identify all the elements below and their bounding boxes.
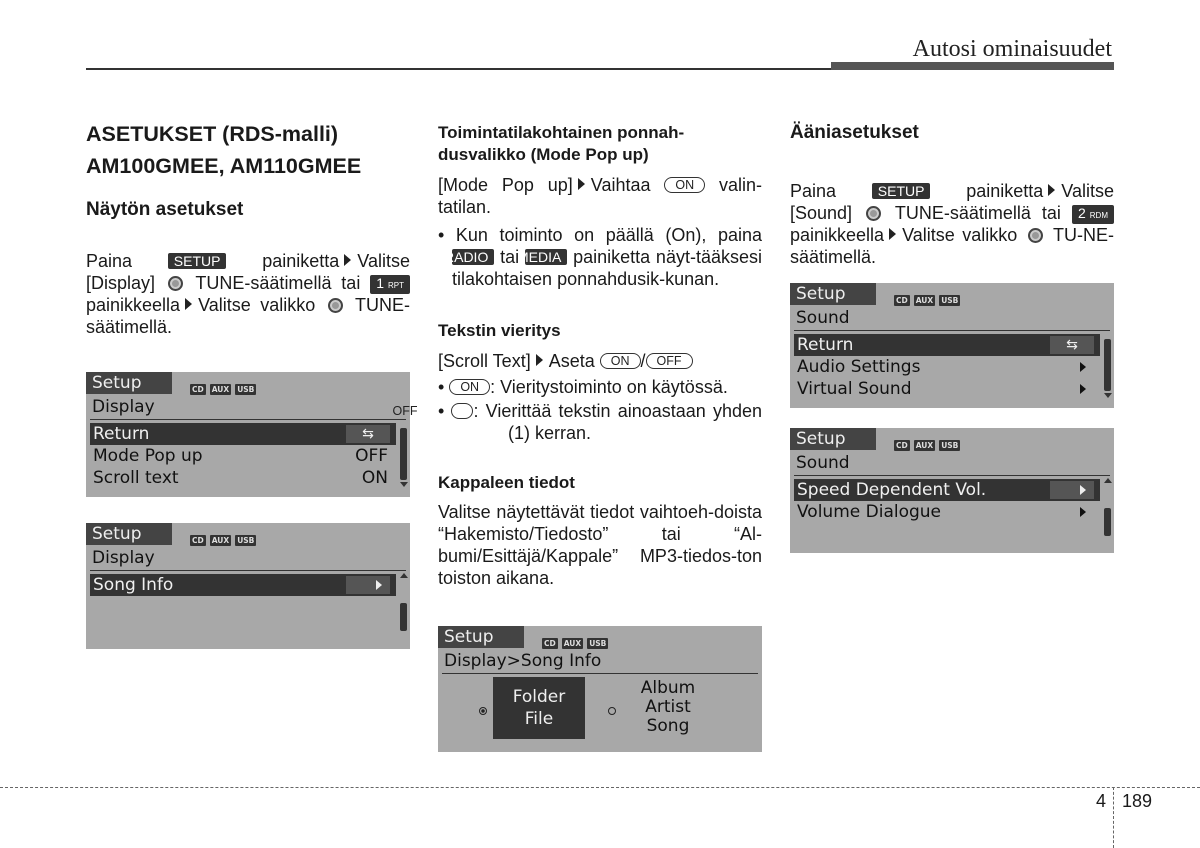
radio-unselected-icon	[608, 707, 616, 715]
lcd-row-volume-dialogue: Volume Dialogue	[794, 501, 1100, 523]
option-folder-file: Folder File	[493, 677, 585, 739]
scroll-text-heading: Tekstin vieritys	[438, 321, 561, 340]
lcd-subtitle: Display>Song Info	[444, 651, 602, 671]
chapter-number: 4	[1096, 791, 1107, 811]
lcd-row-song-info: Song Info	[90, 574, 396, 596]
lcd-row-return: Return ⇆	[90, 423, 396, 445]
lcd-subtitle: Display	[92, 397, 155, 417]
option-album-artist-song: Album Artist Song	[640, 678, 696, 736]
return-icon: ⇆	[1050, 336, 1094, 354]
tune-knob-icon	[1028, 228, 1043, 243]
lcd-title: Setup	[86, 523, 172, 545]
lcd-row-mode-popup: Mode Pop up OFF	[93, 446, 388, 466]
scroll-down-icon	[1104, 393, 1112, 398]
radio-button-label: RADIO	[452, 249, 494, 265]
right-arrow-icon	[376, 580, 382, 590]
on-label: ON	[600, 353, 641, 369]
section-title: ASETUKSET (RDS-malli)	[86, 122, 339, 146]
scroll-text-instruction: [Scroll Text] Aseta ON / OFF	[438, 350, 762, 372]
subsection-title: Näytön asetukset	[86, 199, 244, 220]
source-tags: CD AUX USB	[896, 441, 959, 450]
lcd-screen-song-info	[86, 523, 410, 649]
on-label: ON	[664, 177, 705, 193]
scroll-off-desc: • OFF : Vierittää tekstin ainoastaan yhden (1) kerran.	[392, 401, 762, 443]
preset-2-button-label: 2 RDM	[1072, 205, 1114, 224]
header-bar	[831, 62, 1114, 70]
column-1	[86, 118, 410, 338]
preset-1-button-label: 1 RPT	[370, 275, 410, 294]
lcd-row-speed-dependent-vol: Speed Dependent Vol.	[794, 479, 1100, 501]
lcd-subtitle: Sound	[796, 308, 850, 328]
lcd-title: Setup	[790, 283, 876, 305]
lcd-scrollbar	[1104, 508, 1111, 536]
radio-selected-icon	[479, 707, 487, 715]
mode-popup-text: [Mode Pop up] Vaihtaa ON valin-tatilan.	[438, 175, 762, 217]
song-info-heading: Kappaleen tiedot	[438, 473, 575, 492]
arrow-icon	[578, 178, 585, 190]
arrow-icon	[889, 228, 896, 240]
lcd-title: Setup	[790, 428, 876, 450]
lcd-title: Setup	[438, 626, 524, 648]
source-tags: CD AUX USB	[192, 385, 255, 394]
column-3	[790, 122, 1114, 268]
lcd-screen-display	[86, 372, 410, 497]
scroll-down-icon	[400, 482, 408, 487]
sound-instructions: Paina SETUP painiketta Valitse [Sound] TUNE-säätimellä tai 2 RDM painikkeella Valitse valikko TU-NE-säätimellä.	[790, 181, 1114, 267]
running-header: Autosi ominaisuudet	[912, 36, 1112, 62]
section-models: AM100GMEE, AM110GMEE	[86, 154, 362, 178]
arrow-icon	[536, 354, 543, 366]
off-label: OFF	[451, 403, 473, 419]
footer-rule	[0, 787, 1200, 788]
source-tags: CD AUX USB	[192, 536, 255, 545]
tune-knob-icon	[866, 206, 881, 221]
arrow-icon	[1048, 184, 1055, 196]
lcd-scrollbar	[1104, 339, 1111, 391]
page-number: 189	[1122, 791, 1153, 811]
arrow-icon	[185, 298, 192, 310]
lcd-subtitle: Display	[92, 548, 155, 568]
scroll-up-icon	[400, 573, 408, 578]
return-icon: ⇆	[346, 425, 390, 443]
lcd-scrollbar	[400, 428, 407, 480]
lcd-title: Setup	[86, 372, 172, 394]
right-arrow-icon	[1080, 485, 1086, 495]
header-rule	[86, 68, 831, 70]
lcd-subtitle: Sound	[796, 453, 850, 473]
source-tags: CD AUX USB	[896, 296, 959, 305]
lcd-row-audio-settings: Audio Settings	[794, 356, 1100, 378]
lcd-row-return: Return ⇆	[794, 334, 1100, 356]
scroll-up-icon	[1104, 478, 1112, 483]
lcd-row-virtual-sound: Virtual Sound	[794, 378, 1100, 400]
lcd-row-scroll-text: Scroll text ON	[93, 468, 388, 488]
media-button-label: MEDIA	[525, 249, 567, 265]
right-arrow-icon	[1080, 507, 1086, 517]
source-tags: CD AUX USB	[544, 639, 607, 648]
setup-button-label: SETUP	[168, 253, 227, 269]
tune-knob-icon	[168, 276, 183, 291]
off-label: OFF	[646, 353, 693, 369]
display-instructions: Paina SETUP painiketta Valitse [Display] TUNE-säätimellä tai 1 RPT painikkeella Valitse valikko TUNE-säätimellä.	[86, 251, 410, 337]
lcd-screen-sound-volume	[790, 428, 1114, 553]
column-2	[392, 122, 762, 589]
setup-button-label: SETUP	[872, 183, 931, 199]
tune-knob-icon	[328, 298, 343, 313]
song-info-text: Valitse näytettävät tiedot vaihtoeh-doista “Hakemisto/Tiedosto” tai “Al-bumi/Esittäjä/Kappale” MP3-tiedos-ton toiston aikana.	[438, 502, 762, 588]
footer-divider	[1113, 787, 1114, 848]
mode-popup-heading: Toimintatilakohtainen ponnah-dusvalikko (Mode Pop up)	[438, 123, 685, 164]
lcd-scrollbar	[400, 603, 407, 631]
on-label: ON	[449, 379, 490, 395]
right-arrow-icon	[1080, 384, 1086, 394]
sound-heading: Ääniasetukset	[790, 122, 919, 143]
lcd-screen-song-info-options	[438, 626, 762, 752]
arrow-icon	[344, 254, 351, 266]
lcd-screen-sound	[790, 283, 1114, 408]
mode-popup-bullet: • Kun toiminto on päällä (On), paina RADIO tai MEDIA painiketta näyt-tääksesi tilakohtaisen ponnahdusik-kunan.	[438, 225, 762, 289]
right-arrow-icon	[1080, 362, 1086, 372]
scroll-on-desc: • ON : Vieritystoiminto on käytössä.	[438, 377, 728, 397]
